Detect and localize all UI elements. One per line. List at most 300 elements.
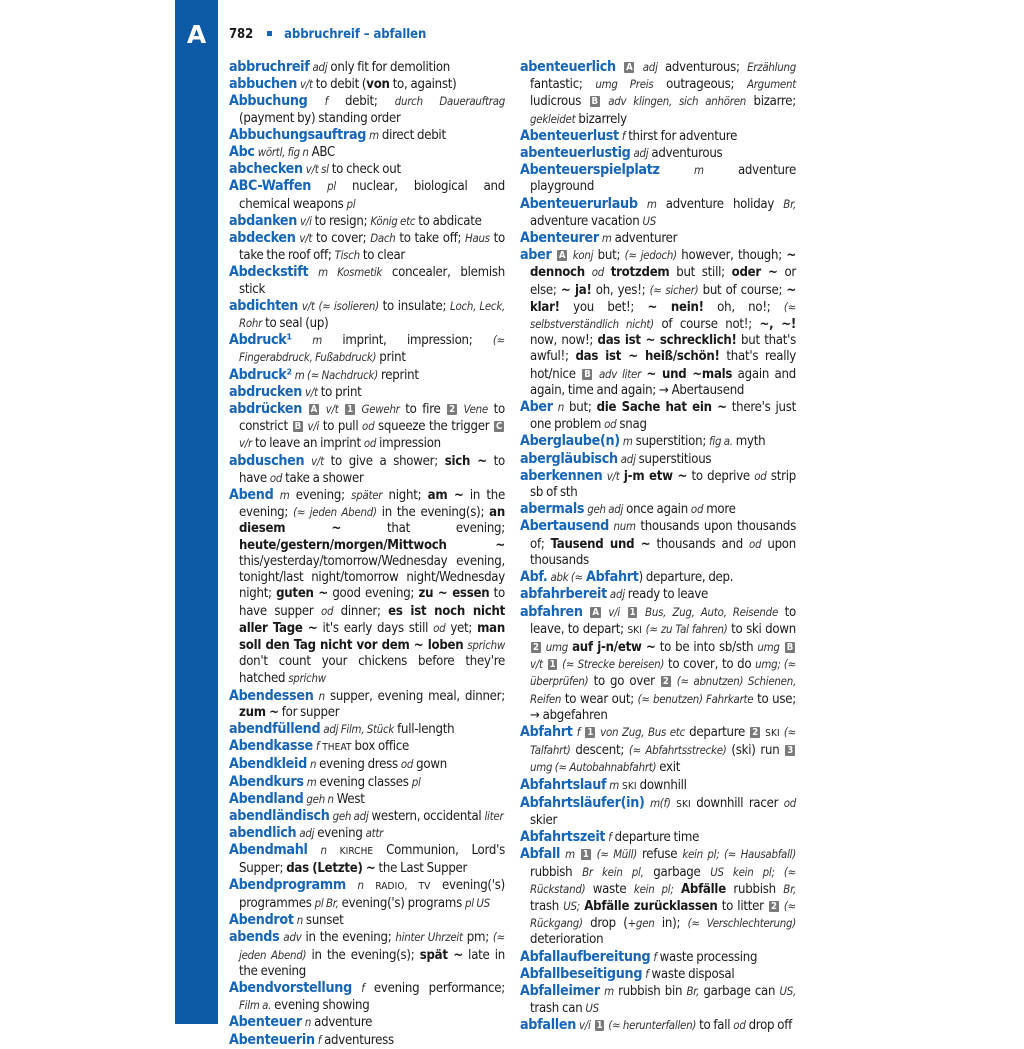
label: f <box>608 830 612 845</box>
dictionary-entry: abdrücken A v/t 1 Gewehr to fire 2 Vene to constrict B v/i to pull od squeeze the trigger C v/r to leave an imprint od impression <box>229 401 505 452</box>
label: (≈ Verschlechterung) <box>687 916 796 931</box>
label: US kein pl; (≈ Rückstand) <box>530 864 796 896</box>
sense-marker: B <box>584 368 591 380</box>
phrase: man soll den Tag nicht vor dem ~ loben <box>239 620 505 653</box>
dictionary-entry: Abertausend num thousands upon thousands of; Tausend und ~ thousands and od upon thousands <box>520 518 796 568</box>
phrase: oder ~ <box>731 265 778 281</box>
dictionary-entry: abendlich adj evening attr <box>229 825 384 842</box>
label: v/t <box>606 468 620 483</box>
phrase: Abfälle <box>681 881 726 897</box>
label: US <box>585 1001 599 1016</box>
phrase: an diesem ~ <box>239 505 505 537</box>
label: v/t <box>305 384 318 399</box>
label: adj <box>299 826 315 841</box>
headword: Abdruck² <box>229 366 292 383</box>
label: Gewehr <box>361 402 400 417</box>
dictionary-entry: abfahren A v/i 1 Bus, Zug, Auto, Reisende to leave, to depart; SKI (≈ zu Tal fahren) to ski down 2 umg auf j-n/etw ~ to be into sb/sth umg B v/t 1 (≈ Strecke bereisen) to cover, to do umg; (≈ überprüfen) to go over 2 (≈ abnutzen) Schienen, Reifen to wear out; (≈ benutzen) Fahrkarte to use; → abgefahren <box>520 603 796 723</box>
label: hinter Uhrzeit <box>395 930 463 945</box>
label: m <box>279 488 290 503</box>
headword: Abbuchung <box>229 93 308 110</box>
label: n <box>309 757 317 772</box>
label: pl US <box>465 895 490 910</box>
domain-label: KIRCHE <box>339 846 374 858</box>
sense-marker: 1 <box>587 726 594 738</box>
headword: Abendmahl <box>229 842 308 859</box>
phrase: ~ und ~mals <box>646 366 733 382</box>
dictionary-entry: abenteuerlich A adj adventurous; Erzählung fantastic; umg Preis outrageous; Argument ludicrous B adv klingen, sich anhören bizarre; gekleidet bizarrely <box>520 59 797 127</box>
headword: Abf. <box>520 569 548 586</box>
phrase: spät ~ <box>419 947 463 963</box>
label: (≈ herunterfallen) <box>608 1018 697 1033</box>
label: US; <box>563 898 581 913</box>
headword: aberkennen <box>520 467 603 484</box>
headword: Abenteuer <box>229 1014 302 1031</box>
phrase: heute/gestern/morgen/Mittwoch ~ <box>239 537 505 553</box>
headword: ABC-Waffen <box>229 178 311 195</box>
label: (≈ abnutzen) Schienen, Reifen <box>530 674 796 706</box>
dictionary-entry: Abendmahl n KIRCHE Communion, Lord's Supper; das (Letzte) ~ the Last Supper <box>229 842 505 876</box>
dictionary-entry: Abendland geh n West <box>229 790 365 807</box>
label: Br kein pl, <box>582 864 644 879</box>
label: n <box>357 877 364 892</box>
headword: Abendvorstellung <box>229 979 352 996</box>
headword: Abendkasse <box>229 738 313 755</box>
dictionary-entry: Abfallbeseitigung f waste disposal <box>520 965 735 982</box>
label: (≈ Talfahrt) <box>530 724 796 758</box>
phrase: Tausend und ~ <box>550 536 651 552</box>
headword: abenteuerlustig <box>520 145 631 162</box>
sense-marker: A <box>558 250 566 262</box>
headword: abduschen <box>229 452 305 469</box>
label: abk (≈ <box>550 570 584 585</box>
label: Erzählung <box>747 60 796 74</box>
label: v/t sl <box>305 162 329 177</box>
label: od <box>433 620 446 635</box>
headword: Abendkleid <box>229 756 307 773</box>
dictionary-entry: Abfalleimer m rubbish bin Br, garbage can US, trash can US <box>520 982 796 1017</box>
label: f <box>645 966 649 981</box>
headword: Abfall <box>520 846 561 863</box>
label: m <box>622 434 633 449</box>
phrase: von <box>366 77 390 93</box>
dictionary-entry: abenteuerlustig adj adventurous <box>520 145 723 162</box>
label: pl <box>327 179 336 194</box>
label: Br, <box>783 196 796 211</box>
label: durch Dauerauftrag <box>394 94 505 109</box>
dictionary-entry: Abenteuer n adventure <box>229 1014 373 1031</box>
dictionary-entry: Abdeckstift m Kosmetik concealer, blemish stick <box>229 264 505 297</box>
label: n <box>318 688 325 703</box>
label: v/r <box>239 436 252 451</box>
headword: Abfahrtsläufer(in) <box>520 794 645 811</box>
sense-marker: 1 <box>347 404 353 416</box>
headword: abfallen <box>520 1017 576 1034</box>
headword: abdichten <box>229 297 299 314</box>
sense-marker: B <box>591 96 598 108</box>
domain-label: THEAT <box>322 742 352 754</box>
label: Bus, Zug, Auto, Reisende <box>645 604 778 619</box>
label: m (≈ Nachdruck) <box>294 367 378 382</box>
sense-marker: 3 <box>787 745 793 757</box>
dictionary-entry: abermals geh adj once again od more <box>520 501 736 518</box>
label: n <box>557 400 565 415</box>
label: v/i <box>579 1018 591 1033</box>
label: m(f) <box>650 795 671 810</box>
label: Film a. <box>239 998 272 1013</box>
headword: Abertausend <box>520 518 609 535</box>
label: m <box>601 231 612 246</box>
sense-marker: A <box>592 606 599 618</box>
dictionary-entry: abchecken v/t sl to check out <box>229 161 401 178</box>
phrase: Abfälle zurücklassen <box>584 898 718 914</box>
sense-marker: C <box>495 421 503 433</box>
dictionary-entry: Abc wörtl, fig n ABC <box>229 144 336 161</box>
headword: Abendland <box>229 790 304 807</box>
label: sprichw <box>288 671 326 686</box>
phrase: sich ~ <box>444 453 487 469</box>
label: n <box>296 913 303 928</box>
domain-label: SKI <box>622 780 637 792</box>
phrase: j-m etw ~ <box>623 468 688 484</box>
label: adj Film, Stück <box>323 721 395 736</box>
phrase: das ist ~ schrecklich! <box>597 333 737 349</box>
phrase: ~ nein! <box>647 299 704 315</box>
label: od <box>320 603 334 618</box>
label: od <box>783 795 796 810</box>
sense-marker: 2 <box>662 676 669 688</box>
label: od <box>591 265 604 280</box>
headword: Abdruck¹ <box>229 332 292 349</box>
label: adv liter <box>598 366 642 381</box>
label: od <box>690 502 704 517</box>
label: umg Preis <box>595 77 654 92</box>
dictionary-entry: Abfahrtszeit f departure time <box>520 829 700 846</box>
label: v/t <box>301 298 315 313</box>
label: kein pl; (≈ Hausabfall) <box>682 847 797 862</box>
dictionary-entry: abdichten v/t (≈ isolieren) to insulate; Loch, Leck, Rohr to seal (up) <box>229 297 506 332</box>
domain-label: SKI <box>627 624 643 636</box>
label: adj <box>312 60 328 74</box>
sense-marker: 1 <box>582 849 589 861</box>
label: (≈ Müll) <box>596 847 637 862</box>
label: m <box>646 196 657 211</box>
running-head <box>229 27 426 42</box>
label: od <box>400 757 414 772</box>
label: m <box>565 847 575 862</box>
label: v/t <box>311 453 324 468</box>
label: Loch, Leck, Rohr <box>239 298 506 331</box>
label: (≈ zu Tal fahren) <box>645 621 728 636</box>
label: od <box>363 436 377 451</box>
phrase: zum ~ <box>239 704 279 720</box>
label: kein pl; <box>633 881 674 896</box>
label: f <box>653 949 657 964</box>
label: od <box>604 417 617 432</box>
headword: Abenteuerin <box>229 1031 315 1048</box>
dictionary-entry: Aber n but; die Sache hat ein ~ there's just one problem od snag <box>520 399 796 433</box>
label: gekleidet <box>530 111 576 126</box>
dictionary-entry: Abfahrtsläufer(in) m(f) SKI downhill racer od skier <box>520 794 796 828</box>
headword: abdrücken <box>229 401 302 418</box>
label: konj <box>572 248 594 263</box>
dictionary-entry: Abf. abk (≈ Abfahrt) departure, dep. <box>520 569 734 586</box>
headword: Abdeckstift <box>229 264 309 281</box>
dictionary-entry: Abfahrt f 1 von Zug, Bus etc departure 2 SKI (≈ Talfahrt) descent; (≈ Abfahrtsstrecke) (ski) run 3 umg (≈ Autobahnabfahrt) exit <box>520 723 796 776</box>
label: später <box>351 488 383 503</box>
label: f <box>315 739 320 754</box>
headword: Abenteurer <box>520 230 599 247</box>
label: m <box>609 777 620 792</box>
headword: Abenteuerlust <box>520 127 619 144</box>
dictionary-entry: Abendkleid n evening dress od gown <box>229 756 447 773</box>
label: von Zug, Bus etc <box>600 724 685 739</box>
page-number: 782 <box>229 27 254 42</box>
label: +gen <box>627 916 655 931</box>
label: (≈ jedoch) <box>624 248 677 263</box>
headword: abdecken <box>229 230 296 247</box>
sense-marker: 1 <box>596 1020 603 1032</box>
label: Vene <box>463 402 488 417</box>
headword: abenteuerlich <box>520 59 616 75</box>
dictionary-entry: Abendkasse f THEAT box office <box>229 738 410 755</box>
sense-marker: A <box>626 62 633 73</box>
label: umg; (≈ überprüfen) <box>530 657 796 689</box>
headword: abermals <box>520 501 585 518</box>
label: fig a. <box>709 434 733 449</box>
label: (≈ sicher) <box>649 282 699 297</box>
headword: abbuchen <box>229 76 297 93</box>
label: geh n <box>306 791 334 806</box>
headword: aber <box>520 247 552 264</box>
label: (≈ Abfahrtsstrecke) <box>628 743 727 758</box>
phrase: ~ dennoch <box>530 248 796 281</box>
label: liter <box>484 808 504 823</box>
dictionary-entry: Abbuchung f debit; durch Dauerauftrag (payment by) standing order <box>229 93 505 126</box>
phrase: auf j-n/etw ~ <box>572 639 656 655</box>
left-column <box>229 59 505 1049</box>
headword: abdrucken <box>229 383 302 400</box>
label: (≈ Rückgang) <box>530 898 796 931</box>
label: pl <box>346 196 356 211</box>
dictionary-entry: abends adv in the evening; hinter Uhrzeit pm; (≈ jeden Abend) in the evening(s); spät ~ late in the evening <box>229 929 505 979</box>
phrase: das ist ~ heiß/schön! <box>575 349 720 365</box>
label: sprichw <box>467 637 505 652</box>
label: m <box>306 774 317 789</box>
label: Br, <box>686 983 700 998</box>
label: v/i <box>307 419 320 434</box>
headword: abfahrbereit <box>520 586 607 603</box>
dictionary-entry: Abfahrtslauf m SKI downhill <box>520 776 687 793</box>
dictionary-entry: abbuchen v/t to debit (von to, against) <box>229 76 457 93</box>
thumb-index-tab <box>175 0 218 1024</box>
label: Tisch <box>334 248 360 263</box>
headword: Abenteuerspielplatz <box>520 162 660 179</box>
label: adv <box>283 930 302 945</box>
label: f <box>361 980 365 995</box>
guide-words: abbruchreif – abfallen <box>284 27 427 42</box>
label: (≈ jeden Abend) <box>293 505 377 520</box>
dictionary-entry: Abenteuerin f adventuress <box>229 1031 394 1048</box>
thumb-index-letter: A <box>186 20 207 49</box>
label: Br, <box>783 881 796 896</box>
headword: Abfalleimer <box>520 982 600 999</box>
dictionary-entry: aber A konj but; (≈ jedoch) however, though; ~ dennoch od trotzdem but still; oder ~ or else; ~ ja! oh, yes!; (≈ sicher) but of course; ~ klar! you bet!; ~ nein! oh, no!; (≈ selbstverständlich nicht) of course not!; ~, ~! now, now!; das ist ~ schrecklich! but that's awful!; das ist ~ heiß/schön! that's really hot/nice B adv liter ~ und ~mals again and again, time and again; → Abertausend <box>520 247 796 398</box>
label: od <box>733 1018 746 1033</box>
label: adj <box>620 451 636 466</box>
headword: abergläubisch <box>520 450 618 467</box>
label: US, <box>779 983 796 998</box>
sense-marker: 1 <box>629 606 636 618</box>
headword: Abendprogramm <box>229 876 346 893</box>
domain-label: SKI <box>765 727 780 739</box>
dictionary-entry: Abenteurer m adventurer <box>520 230 678 247</box>
headword: abbruchreif <box>229 59 310 75</box>
dictionary-entry: Abendrot n sunset <box>229 912 344 929</box>
dictionary-entry: Abenteuerspielplatz m adventure playground <box>520 162 796 195</box>
label: umg <box>545 639 569 654</box>
headword: Aber <box>520 399 553 416</box>
dictionary-entry: Aberglaube(n) m superstition; fig a. myth <box>520 433 766 450</box>
sense-marker: 2 <box>533 641 539 653</box>
dictionary-entry: abfallen v/i 1 (≈ herunterfallen) to fall od drop off <box>520 1017 793 1034</box>
label: Haus <box>465 231 490 246</box>
dictionary-entry: abendfüllend adj Film, Stück full-length <box>229 720 455 737</box>
label: od <box>269 470 283 485</box>
headword: Abend <box>229 487 274 504</box>
label: od <box>754 468 767 483</box>
dictionary-entry: Abfall m 1 (≈ Müll) refuse kein pl; (≈ Hausabfall) rubbish Br kein pl, garbage US kein pl; (≈ Rückstand) waste kein pl; Abfälle rubbish Br, trash US; Abfälle zurücklassen to litter 2 (≈ Rückgang) drop (+gen in); (≈ Verschlechterung) deterioration <box>520 846 797 948</box>
label: v/t <box>299 231 313 246</box>
headword: abendländisch <box>229 807 330 824</box>
label: v/i <box>608 604 620 619</box>
label: f <box>324 94 328 109</box>
sense-marker: 2 <box>449 404 455 416</box>
domain-label: SKI <box>676 798 691 810</box>
headword: abfahren <box>520 603 583 620</box>
label: (≈ selbstverständlich nicht) <box>530 299 796 332</box>
sense-marker: A <box>310 404 318 416</box>
headword: abendfüllend <box>229 720 321 737</box>
label: v/t <box>325 402 339 417</box>
headword: Abfahrt <box>520 723 573 740</box>
phrase: die Sache hat ein ~ <box>596 400 727 416</box>
label: (≈ Fingerabdruck, Fußabdruck) <box>239 333 505 365</box>
headword: Abfahrt <box>586 569 639 586</box>
label: Argument <box>746 77 796 92</box>
dictionary-entry: abdanken v/i to resign; König etc to abdicate <box>229 212 482 229</box>
label: od <box>362 419 375 434</box>
label: v/t <box>299 77 313 92</box>
label: m <box>369 127 379 142</box>
dictionary-entry: aberkennen v/t j-m etw ~ to deprive od strip sb of sth <box>520 467 796 501</box>
dictionary-entry: Abendkurs m evening classes pl <box>229 773 421 790</box>
right-column <box>520 59 796 1035</box>
separator-square-icon <box>267 31 272 36</box>
label: attr <box>365 826 384 841</box>
dictionary-entry: abdrucken v/t to print <box>229 383 362 400</box>
label: m Kosmetik <box>318 265 383 280</box>
label: US <box>642 213 656 228</box>
label: m <box>693 163 704 178</box>
label: (≈ Strecke bereisen) <box>562 657 665 672</box>
phrase: ~ ja! <box>560 282 592 298</box>
label: pl <box>411 774 421 789</box>
phrase: zu ~ essen <box>418 586 490 602</box>
sense-marker: B <box>294 421 301 433</box>
headword: abends <box>229 929 280 946</box>
label: num <box>613 519 636 534</box>
label: umg (≈ Autobahnabfahrt) <box>530 760 657 775</box>
headword: Abfallaufbereitung <box>520 948 651 965</box>
dictionary-entry: abbruchreif adj only fit for demolition <box>229 59 451 75</box>
label: pl Br, <box>314 895 339 910</box>
label: n <box>320 843 327 858</box>
dictionary-entry: abergläubisch adj superstitious <box>520 450 712 467</box>
label: (≈ benutzen) Fahrkarte <box>637 691 754 706</box>
dictionary-entry: abdecken v/t to cover; Dach to take off; Haus to take the roof off; Tisch to clear <box>229 230 506 264</box>
label: m <box>312 333 322 348</box>
headword: abdanken <box>229 212 298 229</box>
dictionary-entry: ABC-Waffen pl nuclear, biological and chemical weapons pl <box>229 178 506 212</box>
dictionary-entry: Abdruck² m (≈ Nachdruck) reprint <box>229 366 419 383</box>
headword: Abfallbeseitigung <box>520 965 643 982</box>
label: umg <box>757 639 780 654</box>
sense-marker: 1 <box>549 659 556 671</box>
headword: abchecken <box>229 161 303 178</box>
label: f <box>621 128 626 143</box>
headword: Abbuchungsauftrag <box>229 126 367 143</box>
phrase: trotzdem <box>610 265 670 281</box>
phrase: es ist noch nicht aller Tage ~ <box>239 603 505 636</box>
dictionary-entry: Abenteuerurlaub m adventure holiday Br, adventure vacation US <box>520 195 796 229</box>
label: König etc <box>370 213 416 228</box>
label: f <box>576 724 581 739</box>
dictionary-entry: Abbuchungsauftrag m direct debit <box>229 126 446 143</box>
headword: Aberglaube(n) <box>520 433 620 450</box>
sense-marker: B <box>786 641 793 653</box>
dictionary-entry: abduschen v/t to give a shower; sich ~ to have od take a shower <box>229 452 505 486</box>
label: wörtl, fig n <box>257 145 309 160</box>
dictionary-entry: Abdruck¹ m imprint, impression; (≈ Fingerabdruck, Fußabdruck) print <box>229 332 505 366</box>
label: m <box>604 983 614 998</box>
label: adv klingen, sich anhören <box>608 94 747 109</box>
label: v/t <box>530 657 543 672</box>
label: (≈ jeden Abend) <box>239 930 505 962</box>
headword: Abenteuerurlaub <box>520 195 638 212</box>
label: n <box>304 1015 312 1030</box>
phrase: guten ~ <box>276 586 328 602</box>
label: adj <box>642 60 658 74</box>
domain-label: RADIO, TV <box>375 880 431 892</box>
label: adj <box>609 587 625 602</box>
headword: Abfahrtslauf <box>520 776 607 793</box>
label: v/i <box>300 213 312 228</box>
headword: Abendrot <box>229 912 294 929</box>
sense-marker: 2 <box>752 726 758 738</box>
headword: Abendkurs <box>229 773 304 790</box>
dictionary-entry: Abendvorstellung f evening performance; Film a. evening showing <box>229 979 505 1014</box>
dictionary-entry: Abend m evening; später night; am ~ in the evening; (≈ jeden Abend) in the evening(s); an diesem ~ that evening; heute/gestern/morgen/Mittwoch ~ this/yesterday/tomorrow/Wednesday evening, tonight/last night/tomorrow night/Wednesday night; guten ~ good evening; zu ~ essen to have supper od dinner; es ist noch nicht aller Tage ~ it's early days still od yet; man soll den Tag nicht vor dem ~ loben sprichw don't count your chickens before they're hatched sprichw <box>229 487 506 687</box>
headword: Abendessen <box>229 687 314 704</box>
label: adj <box>633 146 649 161</box>
label: geh adj <box>332 808 369 823</box>
sense-marker: 2 <box>770 900 777 912</box>
phrase: das (Letzte) ~ <box>286 860 376 876</box>
label: (≈ isolieren) <box>318 298 379 313</box>
dictionary-entry: Abendprogramm n RADIO, TV evening('s) programmes pl Br, evening('s) programs pl US <box>229 876 505 911</box>
dictionary-entry: Abenteuerlust f thirst for adventure <box>520 127 738 144</box>
label: geh adj <box>587 502 624 517</box>
